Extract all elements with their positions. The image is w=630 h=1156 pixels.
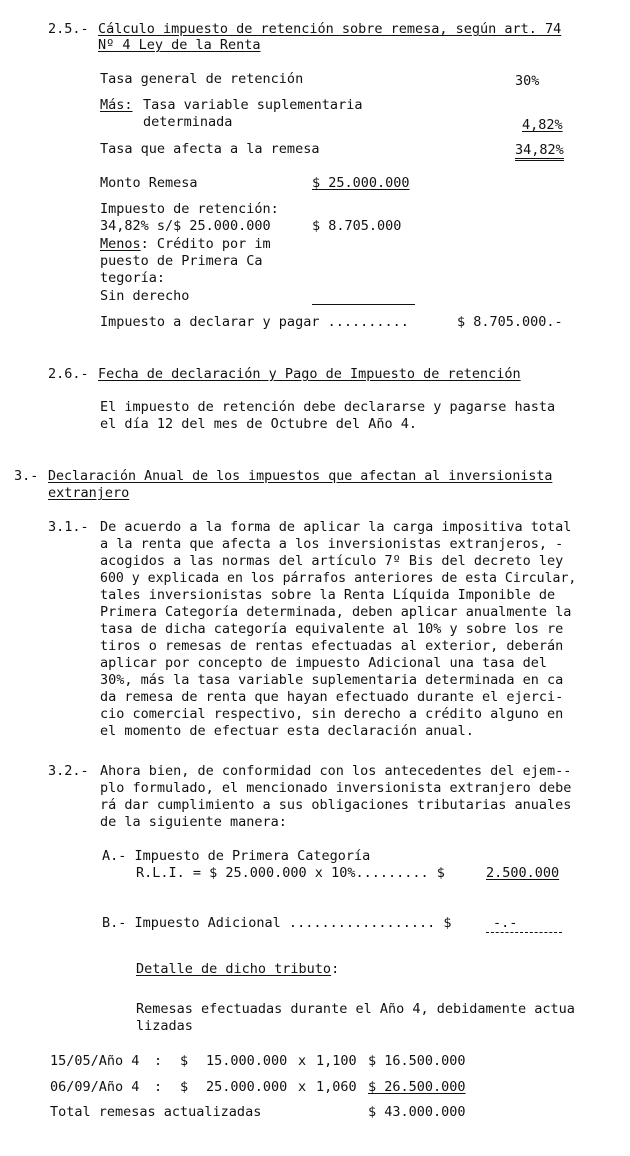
row-separator: :	[154, 1079, 163, 1095]
total-value: $ 43.000.000	[368, 1104, 466, 1120]
tasa-afecta-label: Tasa que afecta a la remesa	[100, 141, 320, 157]
item-b-label: B.- Impuesto Adicional .................. $	[102, 915, 452, 931]
tasa-variable-value: 4,82%	[522, 117, 563, 133]
detalle-heading	[136, 960, 339, 979]
body-line: Ahora bien, de conformidad con los antecedentes del ejem--	[100, 763, 572, 779]
section-2-6-body-line2: el día 12 del mes de Octubre del Año 4.	[100, 416, 417, 432]
impuesto-declarar-value: $ 8.705.000.-	[457, 314, 563, 330]
impuesto-retencion-line1: Impuesto de retención:	[100, 201, 279, 217]
detalle-title: Detalle de dicho tributo	[136, 961, 332, 977]
menos-label: Menos	[100, 236, 141, 252]
body-line: aplicar por concepto de impuesto Adicional una tasa del	[100, 655, 548, 671]
row-operator: x	[298, 1053, 307, 1069]
body-line: Primera Categoría determinada, deben aplicar anualmente la	[100, 604, 572, 620]
row-amount: 15.000.000	[206, 1053, 288, 1069]
body-line: De acuerdo a la forma de aplicar la carga impositiva total	[100, 519, 572, 535]
section-3-title-line1: Declaración Anual de los impuestos que afectan al inversionista	[48, 469, 553, 484]
row-total: $ 16.500.000	[368, 1053, 466, 1069]
subtotal-rule	[312, 304, 415, 305]
body-line: a la renta que afecta a los inversionistas extranjeros, -	[100, 536, 564, 552]
section-2-5-title-line2: Nº 4 Ley de la Renta	[98, 37, 261, 53]
section-3-number: 3.-	[14, 468, 39, 484]
menos-line3: tegoría:	[100, 270, 166, 286]
impuesto-declarar-label: Impuesto a declarar y pagar ..........	[100, 314, 409, 330]
impuesto-retencion-value: $ 8.705.000	[312, 218, 402, 234]
remesas-line2: lizadas	[136, 1018, 193, 1034]
section-2-5-title-line1: Cálculo impuesto de retención sobre remesa, según art. 74	[98, 21, 562, 37]
section-3-2-number: 3.2.-	[48, 763, 89, 779]
tasa-afecta-value: 34,82%	[515, 142, 564, 161]
tasa-variable-line2: determinada	[143, 114, 233, 130]
row-currency: $	[180, 1053, 189, 1069]
section-2-5-number: 2.5.-	[48, 21, 89, 37]
total-label: Total remesas actualizadas	[50, 1104, 262, 1120]
monto-remesa-value: $ 25.000.000	[312, 175, 410, 191]
row-factor: 1,100	[316, 1053, 357, 1069]
tasa-general-label: Tasa general de retención	[100, 71, 304, 87]
body-line: tales inversionistas sobre la Renta Líquida Imponible de	[100, 587, 556, 603]
body-line: tiros o remesas de rentas efectuadas al exterior, deberán	[100, 638, 564, 654]
body-line: 600 y explicada en los párrafos anteriores de esta Circular,	[100, 571, 577, 586]
item-b-underline	[486, 932, 562, 933]
row-operator: x	[298, 1079, 307, 1095]
item-a-calculation: R.L.I. = $ 25.000.000 x 10%......... $	[136, 865, 445, 881]
impuesto-retencion-line2: 34,82% s/$ 25.000.000	[100, 218, 271, 234]
row-date: 06/09/Año 4	[50, 1079, 140, 1095]
menos-line2: puesto de Primera Ca	[100, 253, 263, 269]
section-3-1-number: 3.1.-	[48, 519, 89, 535]
sin-derecho: Sin derecho	[100, 288, 190, 304]
body-line: el momento de efectuar esta declaración anual.	[100, 723, 474, 739]
body-line: tasa de dicha categoría equivalente al 10% y sobre los re	[100, 621, 564, 637]
row-date: 15/05/Año 4	[50, 1053, 140, 1069]
body-line: de la siguiente manera:	[100, 814, 287, 830]
body-line: cio comercial respectivo, sin derecho a crédito alguno en	[100, 706, 564, 722]
section-2-6-body-line1: El impuesto de retención debe declararse y pagarse hasta	[100, 399, 556, 415]
row-total: $ 26.500.000	[368, 1079, 466, 1095]
item-a-value: 2.500.000	[486, 865, 560, 881]
menos-line1-rest: : Crédito por im	[140, 236, 271, 252]
remesas-line1: Remesas efectuadas durante el Año 4, debidamente actua	[136, 1001, 575, 1017]
body-line: plo formulado, el mencionado inversionista extranjero debe	[100, 780, 572, 796]
row-currency: $	[180, 1079, 189, 1095]
monto-remesa-label: Monto Remesa	[100, 175, 198, 191]
row-factor: 1,060	[316, 1079, 357, 1095]
detalle-colon: :	[331, 961, 340, 977]
body-line: da remesa de renta que hayan efectuado durante el ejerci-	[100, 689, 564, 705]
section-2-6-number: 2.6.-	[48, 366, 89, 382]
body-line: 30%, más la tasa variable suplementaria determinada en ca	[100, 672, 564, 688]
item-a-label: A.- Impuesto de Primera Categoría	[102, 848, 371, 864]
section-3-title-line2: extranjero	[48, 485, 130, 501]
tasa-general-value: 30%	[515, 73, 540, 89]
row-separator: :	[154, 1053, 163, 1069]
item-b-value: -.-	[493, 915, 518, 931]
body-line: acogidos a las normas del artículo 7º Bis del decreto ley	[100, 553, 564, 569]
row-amount: 25.000.000	[206, 1079, 288, 1095]
section-2-6-title: Fecha de declaración y Pago de Impuesto de retención	[98, 366, 521, 382]
tasa-variable-line1: Tasa variable suplementaria	[143, 97, 363, 113]
body-line: rá dar cumplimiento a sus obligaciones tributarias anuales	[100, 797, 572, 813]
mas-label: Más:	[100, 97, 133, 113]
